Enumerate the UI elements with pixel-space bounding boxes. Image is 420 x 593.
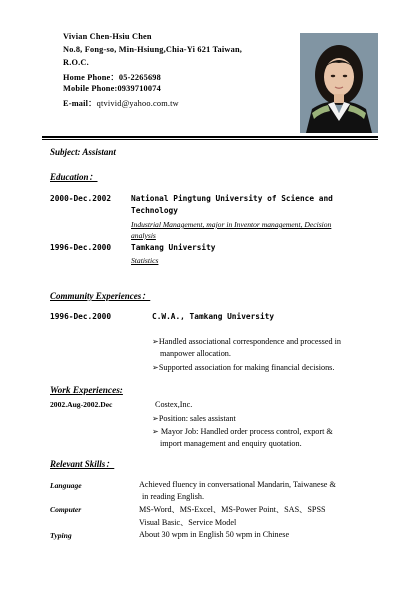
skill-label-typing: Typing <box>50 531 72 540</box>
community-bullet-2: ➢Supported association for making financial decisions. <box>152 363 335 372</box>
education-detail-1-line1: Industrial Management, major in Inventor management, Decision <box>131 220 332 229</box>
applicant-name: Vivian Chen-Hsiu Chen <box>63 32 152 41</box>
education-dates-2: 1996-Dec.2000 <box>50 243 112 252</box>
email-line <box>63 97 179 109</box>
community-org: C.W.A., Tamkang University <box>152 312 275 321</box>
mobile-phone: Mobile Phone:0939710074 <box>63 84 161 93</box>
email-value[interactable]: qtvivid@yahoo.com.tw <box>96 99 179 108</box>
education-dates-1: 2000-Dec.2002 <box>50 194 112 203</box>
education-detail-1-line2: analysis <box>131 231 156 240</box>
community-heading: Community Experiences： <box>50 291 151 301</box>
education-school-1-line2: Technology <box>131 206 178 215</box>
portrait-illustration <box>300 33 378 133</box>
work-bullet-2: ➢ Mayor Job: Handled order process control, export & <box>152 427 333 436</box>
education-detail-2: Statistics <box>131 256 159 265</box>
community-bullet-1: ➢Handled associational correspondence and processed in <box>152 337 341 346</box>
work-bullet-1: ➢Position: sales assistant <box>152 414 236 423</box>
education-school-2: Tamkang University <box>131 243 216 252</box>
header-divider-thin <box>42 139 378 140</box>
address-line-2: R.O.C. <box>63 58 89 67</box>
work-company: Costex,Inc. <box>155 400 193 409</box>
skill-computer-line1: MS-Word、MS-Excel、MS-Power Point、SAS、SPSS <box>139 505 326 514</box>
header-divider-thick <box>42 136 378 138</box>
home-phone: Home Phone：05-2265698 <box>63 73 161 82</box>
subject-line: Subject: Assistant <box>50 147 116 157</box>
skill-language-line2: in reading English. <box>142 492 205 501</box>
skill-computer-line2: Visual Basic、Service Model <box>139 518 237 527</box>
work-dates: 2002.Aug-2002.Dec <box>50 400 113 409</box>
community-bullet-1-cont: manpower allocation. <box>160 349 231 358</box>
skills-heading: Relevant Skills： <box>50 459 115 469</box>
work-heading: Work Experiences: <box>50 386 123 396</box>
skill-typing-line1: About 30 wpm in English 50 wpm in Chinese <box>139 530 290 539</box>
skill-label-computer: Computer <box>50 505 82 514</box>
profile-photo <box>300 33 378 133</box>
skill-label-language: Language <box>50 481 82 490</box>
work-bullet-2-cont: import management and enquiry quotation. <box>160 439 302 448</box>
address-line-1: No.8, Fong-so, Min-Hsiung,Chia-Yi 621 Taiwan, <box>63 45 243 54</box>
skill-language-line1: Achieved fluency in conversational Mandarin, Taiwanese & <box>139 480 336 489</box>
education-heading: Education： <box>50 172 98 182</box>
email-label: E-mail： <box>63 99 97 108</box>
community-dates: 1996-Dec.2000 <box>50 312 112 321</box>
education-school-1-line1: National Pingtung University of Science and <box>131 194 333 203</box>
